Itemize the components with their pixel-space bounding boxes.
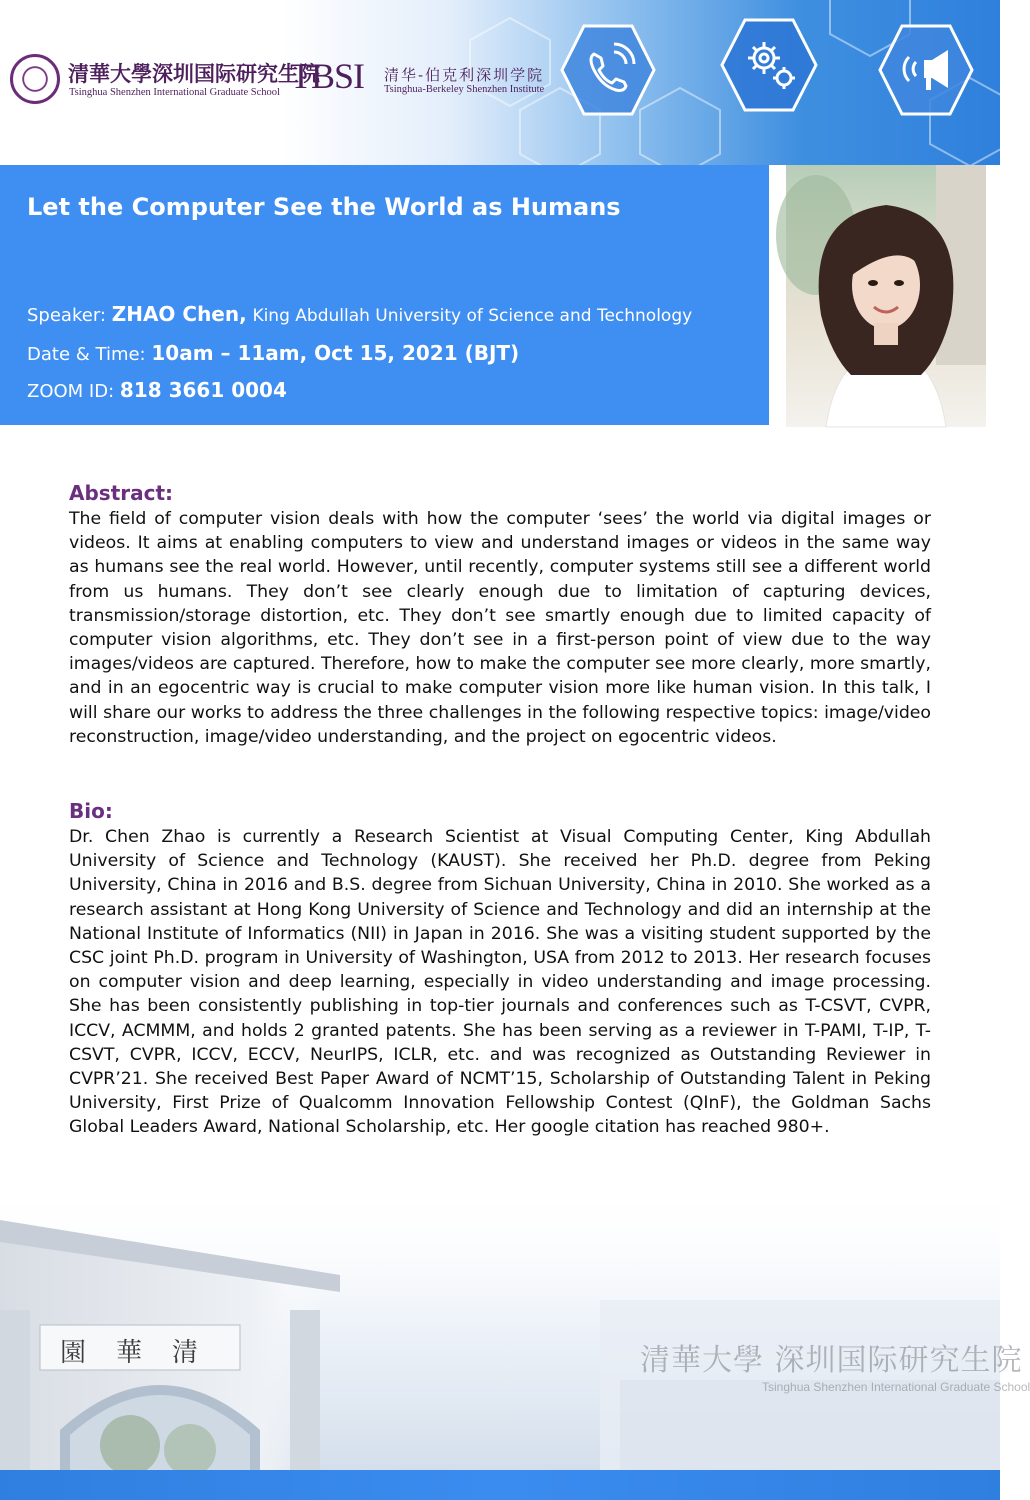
tbsi-english-name: Tsinghua-Berkeley Shenzhen Institute — [384, 84, 545, 95]
speaker-line — [27, 302, 692, 326]
campus-watermark-english: Tsinghua Shenzhen International Graduate School — [762, 1380, 1030, 1394]
tbsi-chinese-name: 清华-伯克利深圳学院 — [384, 66, 545, 84]
bio-text: Dr. Chen Zhao is currently a Research Scientist at Visual Computing Center, King Abdullah University of Science and Technology (KAUST). She received her Ph.D. degree from Peking University, China in 2016 and B.S. degree from Sichuan University, China in 2010. She worked as a research assistant at Hong Kong University of Science and Technology and did an internship at the National Institute of Informatics (NII) in Japan in 2016. She was a visiting student supported by the CSC joint Ph.D. program in University of Washington, USA from 2012 to 2013. Her research focuses on computer vision and deep learning, especially in video understanding and image processing. She has been consistently publishing in top-tier journals and conferences such as T-CSVT, CVPR, ICCV, ACMMM, and holds 2 granted patents. She has been serving as a reviewer in T-PAMI, T-IP, T-CSVT, CVPR, ICCV, ECCV, NeurIPS, ICLR, etc. and was recognized as Outstanding Reviewer in CVPR’21. She received Best Paper Award of NCMT’15, Scholarship of Outstanding Talent in Peking University, First Prize of Qualcomm Innovation Fellowship Contest (QInF), the Goldman Sachs Global Leaders Award, National Scholarship, etc. Her google citation has reached 980+. — [69, 827, 931, 1138]
gate-inscription — [60, 1332, 260, 1369]
zoom-id-value: 818 3661 0004 — [119, 378, 287, 402]
campus-watermark-chinese: 清華大學 深圳国际研究生院 — [640, 1343, 1023, 1378]
speaker-affiliation: King Abdullah University of Science and Technology — [252, 306, 693, 326]
zoom-line — [27, 378, 287, 402]
speaker-label: Speaker: — [27, 305, 106, 326]
abstract-heading: Abstract: — [69, 481, 174, 505]
gate-char-1: 園 — [60, 1338, 117, 1368]
tsinghua-seal-logo — [10, 54, 60, 104]
gate-char-3: 清 — [172, 1338, 229, 1368]
talk-title: Let the Computer See the World as Humans — [27, 193, 621, 221]
footer-bar — [0, 1470, 1000, 1500]
speaker-photo — [786, 165, 986, 427]
campus-gate-illustration — [0, 1180, 1000, 1470]
abstract-text: The field of computer vision deals with how the computer ‘sees’ the world via digital images or videos. It aims at enabling computers to view and understand images or videos in the same way as humans see the real world. However, until recently, computer systems still see a different world from us humans. They don’t see clearly enough due to limitation of capturing devices, transmission/storage distortion, etc. They don’t see smartly enough due to limited capacity of computer vision algorithms, etc. They don’t see in a first-person point of view due to the way images/videos are captured. Therefore, how to make the computer see more clearly, more smartly, and in an egocentric way is crucial to make computer vision more like human vision. In this talk, I will share our works to address the three challenges in the following respective topics: image/video reconstruction, image/video understanding, and the project on egocentric videos. — [69, 509, 931, 747]
zoom-label: ZOOM ID: — [27, 381, 115, 402]
datetime-label: Date & Time: — [27, 344, 146, 365]
gate-char-2: 華 — [116, 1338, 173, 1368]
datetime-line — [27, 341, 519, 365]
megaphone-icon — [878, 24, 974, 116]
bio-heading: Bio: — [69, 799, 113, 823]
tbsi-logo-mark: TBSI — [290, 56, 365, 96]
logo-chinese-name: 清華大學深圳国际研究生院 — [68, 61, 320, 86]
gears-icon — [720, 18, 818, 112]
speaker-name: ZHAO Chen, — [111, 302, 247, 326]
datetime-value: 10am – 11am, Oct 15, 2021 (BJT) — [151, 341, 520, 365]
phone-icon — [560, 24, 656, 116]
logo-english-name: Tsinghua Shenzhen International Graduate School — [69, 87, 280, 98]
